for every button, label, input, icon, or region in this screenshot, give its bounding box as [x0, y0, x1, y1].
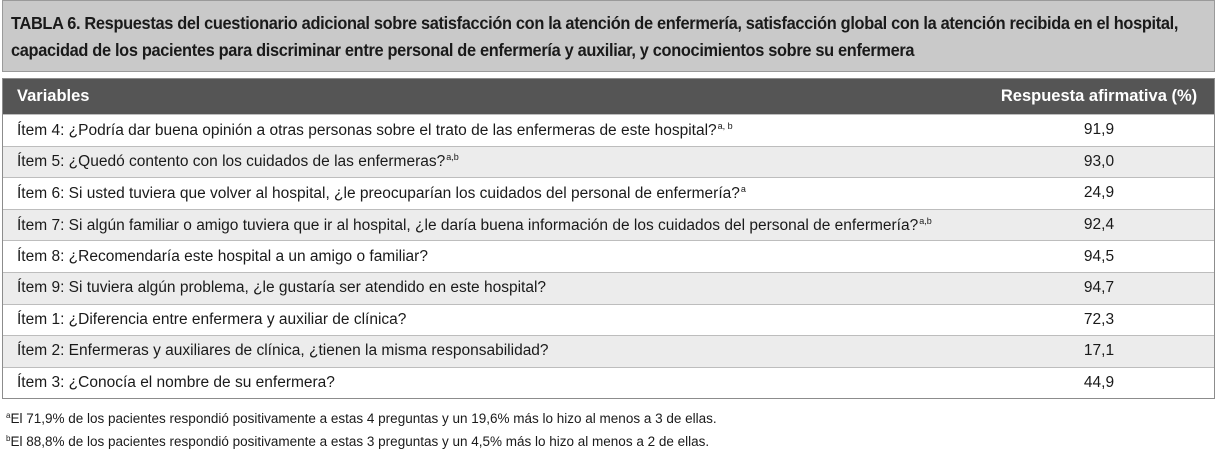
row-label: Ítem 9: Si tuviera algún problema, ¿le gustaría ser atendido en este hospital?: [17, 279, 547, 297]
table-header: [3, 79, 1214, 114]
table-row: [3, 335, 1214, 367]
row-label: Ítem 4: ¿Podría dar buena opinión a otras personas sobre el trato de las enfermeras de este hospital?: [17, 121, 717, 139]
table-row: [3, 177, 1214, 209]
table-row: [3, 114, 1214, 146]
footnote-mark: b: [6, 434, 11, 444]
row-label-cell: [3, 374, 984, 392]
row-value: 24,9: [1083, 184, 1115, 202]
row-label: Ítem 1: ¿Diferencia entre enfermera y auxiliar de clínica?: [17, 310, 407, 328]
table-row: [3, 304, 1214, 336]
table-row: [3, 272, 1214, 304]
table-row: [3, 146, 1214, 178]
row-value: 94,7: [1083, 279, 1115, 297]
row-label: Ítem 5: ¿Quedó contento con los cuidados de las enfermeras?: [17, 153, 446, 171]
row-value: 93,0: [1083, 152, 1115, 170]
footnote-b: [6, 429, 1215, 452]
row-label-cell: [3, 248, 984, 266]
row-label: Ítem 7: Si algún familiar o amigo tuviera que ir al hospital, ¿le daría buena información de los cuidados del personal de enfermería?: [17, 216, 919, 234]
row-label-cell: [3, 121, 984, 140]
row-label: Ítem 3: ¿Conocía el nombre de su enfermera?: [17, 374, 335, 392]
table-title: TABLA 6. Respuestas del cuestionario adicional sobre satisfacción con la atención de enfermería, satisfacción global con la atención recibida en el hospital, capacidad de los pacientes para discriminar entre personal de enfermería y auxiliar, y conocimientos sobre su enfermera: [11, 13, 1179, 60]
row-label-cell: [3, 184, 984, 203]
row-value: 92,4: [1083, 216, 1115, 234]
row-value: 44,9: [1083, 374, 1115, 392]
title-box: [2, 0, 1215, 72]
row-label: Ítem 8: ¿Recomendaría este hospital a un amigo o familiar?: [17, 247, 428, 265]
data-table: [2, 78, 1215, 399]
table-row: [3, 240, 1214, 272]
row-footnote-mark: a: [740, 183, 746, 194]
row-label-cell: [3, 216, 984, 235]
row-label-cell: [3, 342, 984, 360]
header-response: Respuesta afirmativa (%): [1000, 87, 1198, 105]
footnote-text: El 71,9% de los pacientes respondió positivamente a estas 4 preguntas y un 19,6% más lo hizo al menos a 3 de ellas.: [10, 411, 717, 427]
row-footnote-mark: a, b: [717, 120, 733, 131]
row-label-cell: [3, 311, 984, 329]
table-row: [3, 367, 1214, 399]
row-value: 91,9: [1083, 121, 1115, 139]
footnote-mark: a: [6, 411, 11, 421]
row-value: 72,3: [1083, 310, 1115, 328]
row-label: Ítem 2: Enfermeras y auxiliares de clínica, ¿tienen la misma responsabilidad?: [17, 342, 549, 360]
table-row: [3, 209, 1214, 241]
row-value: 17,1: [1083, 342, 1115, 360]
table-figure: [2, 0, 1215, 452]
footnote-text: El 88,8% de los pacientes respondió positivamente a estas 3 preguntas y un 4,5% más lo hizo al menos a 2 de ellas.: [10, 434, 710, 450]
row-footnote-mark: a,b: [446, 152, 459, 163]
header-variables: Variables: [17, 87, 90, 105]
row-label: Ítem 6: Si usted tuviera que volver al hospital, ¿le preocuparían los cuidados del personal de enfermería?: [17, 184, 740, 202]
footnotes: [2, 399, 1215, 452]
row-label-cell: [3, 279, 984, 297]
row-label-cell: [3, 152, 984, 171]
row-footnote-mark: a,b: [919, 215, 932, 226]
row-value: 94,5: [1083, 247, 1115, 265]
footnote-a: [6, 406, 1215, 429]
